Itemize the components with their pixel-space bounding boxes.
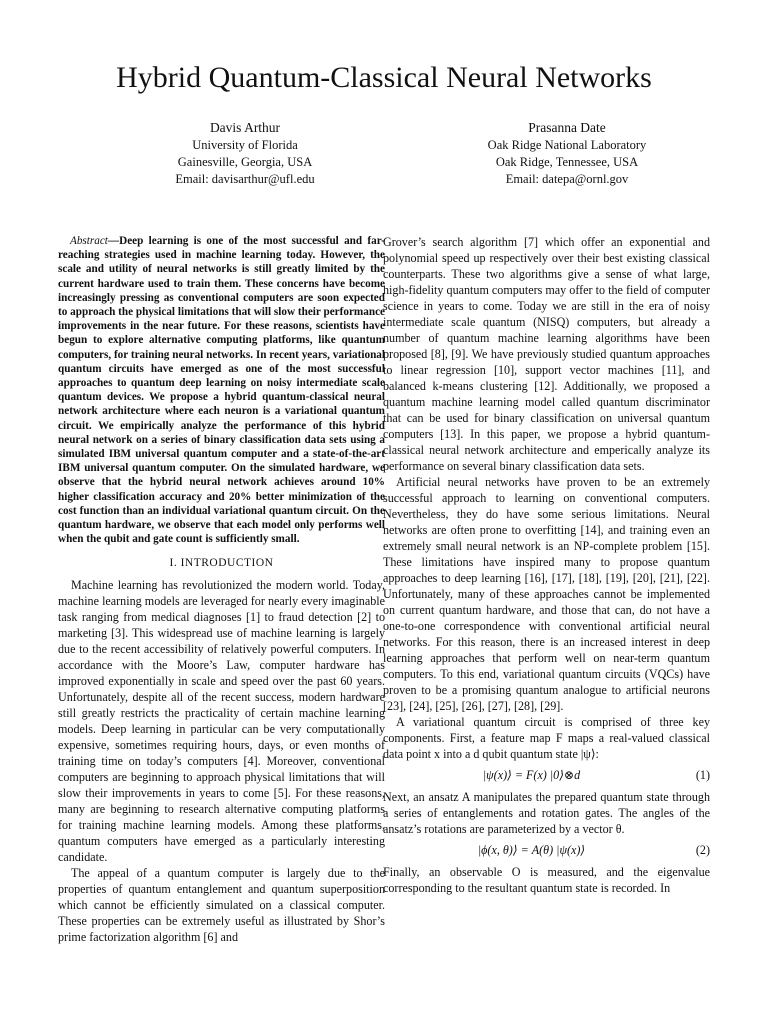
- intro-paragraph-2: The appeal of a quantum computer is largely due to the properties of quantum entanglement and quantum superposition which cannot be efficiently simulated on a classical computer. These properties can be extremely useful as illustrated by Shor’s prime factorization algorithm [6] and: [58, 866, 385, 945]
- author-location: Oak Ridge, Tennessee, USA: [495, 155, 639, 169]
- author-email: Email: datepa@ornl.gov: [505, 172, 629, 186]
- body-paragraph: A variational quantum circuit is comprised of three key components. First, a feature map F maps a real-valued classical data point x into a d qubit quantum state |ψ⟩:: [383, 715, 710, 761]
- body-paragraph: Next, an ansatz A manipulates the prepared quantum state through a series of entanglements and rotation gates. The angles of the ansatz’s rotations are parameterized by a vector θ.: [383, 790, 710, 836]
- author-name: Davis Arthur: [209, 120, 281, 135]
- right-column: [383, 234, 710, 1014]
- abstract-text: —Deep learning is one of the most successful and far-reaching strategies used in machine learning today. However, the scale and utility of neural networks is still greatly limited by the current hardware used to train them. These concerns have become increasingly pressing as conventional computers are soon expected to approach the physical limitations that will slow their performance improvements in the near future. For these reasons, scientists have begun to explore alternative computing platforms, like quantum computers, for training neural networks. In recent years, variational quantum circuits have emerged as one of the most successful approaches to quantum deep learning on noisy intermediate scale quantum devices. We propose a hybrid quantum-classical neural network architecture where each neuron is a variational quantum circuit. We empirically analyze the performance of this hybrid neural network on a series of binary classification data sets using a simulated IBM universal quantum computer and a state-of-the-art IBM universal quantum computer. On the simulated hardware, we observe that the hybrid neural network achieves around 10% higher classification accuracy and 20% better minimization of the cost function than an individual variational quantum circuit. On the quantum hardware, we observe that each model only performs well when the qubit and gate count is sufficiently small.: [58, 235, 385, 546]
- body-paragraph: Grover’s search algorithm [7] which offer an exponential and polynomial speed up respectively over their best existing classical counterparts. These two algorithms give a sense of what large, high-fidelity quantum computers may offer to the field of computer science in years to come. Today we are still in the era of noisy intermediate scale quantum (NISQ) computers, but already a number of quantum machine learning algorithms have been proposed [8], [9]. We have previously studied quantum approaches to linear regression [10], support vector machines [11], and balanced k-means clustering [12]. Additionally, we proposed a quantum machine learning model called quantum discriminator that can be used for binary classification on universal quantum computers [13]. In this paper, we propose a hybrid quantum-classical neural network architecture and emperically analyze its performance on several binary classification data sets.: [383, 235, 710, 473]
- abstract: [58, 234, 385, 546]
- equation-number: (2): [695, 843, 710, 857]
- author-affiliation: University of Florida: [192, 138, 298, 152]
- equation-number: (1): [695, 768, 710, 782]
- author-block-2: [417, 119, 717, 188]
- body-paragraph: Artificial neural networks have proven to be an extremely successful approach to learning on conventional computers. Nevertheless, they do have some serious limitations. Neural networks are often prone to overfitting [14], and training even an extremely small neural network is an NP-complete problem [15]. These limitations have inspired many to propose quantum approaches to deep learning [16], [17], [18], [19], [20], [21], [22]. Unfortunately, many of these approaches cannot be implemented on current quantum hardware, and those that can, do not have a one-to-one correspondence with conventional artificial neural networks. For this reason, there is an increased interest in deep learning approaches that perform well on near-term quantum computers. To this end, variational quantum circuits (VQCs) have proven to be a promising quantum analogue to artificial neurons [23], [24], [25], [26], [27], [28], [29].: [383, 475, 710, 713]
- author-location: Gainesville, Georgia, USA: [177, 155, 313, 169]
- author-email: Email: davisarthur@ufl.edu: [175, 172, 315, 186]
- section-heading-introduction: I. INTRODUCTION: [169, 557, 274, 570]
- paper-title: Hybrid Quantum-Classical Neural Networks: [116, 61, 652, 94]
- author-affiliation: Oak Ridge National Laboratory: [487, 138, 647, 152]
- intro-paragraph-1: Machine learning has revolutionized the modern world. Today, machine learning models are leveraged for nearly every imaginable task ranging from medical diagnoses [1] to fraud detection [2] to marketing [3]. This widespread use of machine learning is largely due to the recent accessibility of relatively powerful computers. In accordance with the Moore’s Law, computer hardware has improved exponentially in scale and speed over the past 60 years. Unfortunately, despite all of the recent success, modern hardware still greatly restricts the practicality of certain machine learning models. Deep learning in particular can be very computationally expensive, sometimes requiring hours, days, or even months of training time on today’s computers [4]. Moreover, conventional computers are beginning to approach physical limitations that will slow their improvements in years to come [5]. For these reasons, many are beginning to research alternative computing platforms for training machine learning models. Among these platforms, quantum computers have emerged as a particularly interesting candidate.: [58, 578, 385, 865]
- equation-2: [383, 842, 710, 858]
- left-column: [58, 234, 385, 1014]
- equation-body: |ψ(x)⟩ = F(x) |0⟩⊗d: [482, 768, 581, 782]
- body-paragraph: Finally, an observable O is measured, and the eigenvalue corresponding to the resultant quantum state is recorded. In: [383, 865, 710, 895]
- abstract-label: Abstract: [70, 235, 108, 247]
- author-name: Prasanna Date: [528, 120, 606, 135]
- author-block-1: [95, 119, 395, 188]
- equation-body: |ϕ(x, θ)⟩ = A(θ) |ψ(x)⟩: [477, 843, 586, 857]
- equation-1: [383, 767, 710, 783]
